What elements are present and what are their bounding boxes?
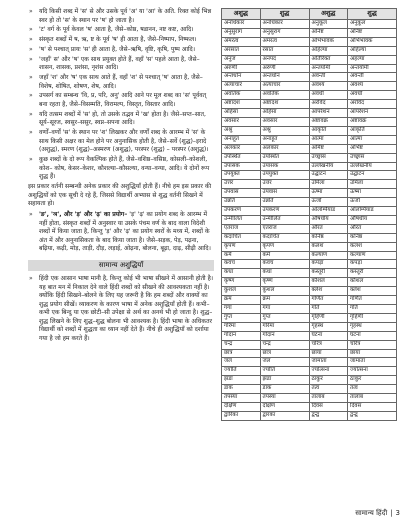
bullet-icon: » xyxy=(29,55,33,63)
bullet-icon: » xyxy=(29,156,33,164)
table-cell: कलश xyxy=(309,242,348,251)
table-cell: गृहिणी xyxy=(348,313,397,322)
table-cell: ठाकुर xyxy=(309,376,348,385)
page-number: 3 xyxy=(395,509,400,517)
table-cell: उद्घाटन xyxy=(309,171,348,180)
table-cell: कनिष्ठ xyxy=(348,233,397,242)
table-cell: जल xyxy=(222,358,261,367)
table-cell: ओलम्पियाड xyxy=(348,207,397,216)
bullet-icon: » xyxy=(29,129,33,137)
table-cell: झंडा xyxy=(222,376,261,385)
table-cell: कस्तूरी xyxy=(348,269,397,278)
table-cell: अन्तर्यामी xyxy=(309,64,348,73)
table-cell: अनिष्ट xyxy=(309,28,348,37)
table-body xyxy=(222,20,397,421)
table-cell: अत्याचार xyxy=(260,82,309,91)
table-row xyxy=(222,46,397,55)
table-cell: अलंकार xyxy=(222,144,261,153)
table-cell: उपस्थित xyxy=(222,153,261,162)
table-cell: अन्तर्धान xyxy=(222,73,261,82)
table-cell: उन्नति xyxy=(222,198,261,207)
table-cell: जामाता xyxy=(309,358,348,367)
table-row xyxy=(222,126,397,135)
table-cell: क्लेश xyxy=(309,287,348,296)
table-cell: क्लेश xyxy=(348,287,397,296)
table-cell: अश्रु xyxy=(222,126,261,135)
table-row xyxy=(222,305,397,314)
rules-list xyxy=(28,8,214,182)
list-item xyxy=(28,129,214,155)
table-header-row xyxy=(222,9,397,20)
table-cell: ऊष्मा xyxy=(309,189,348,198)
table-row xyxy=(222,260,397,269)
table-cell: गति xyxy=(309,305,348,314)
table-cell: तालाब xyxy=(348,394,397,403)
word-table xyxy=(221,8,397,421)
table-cell: छाया xyxy=(348,349,397,358)
table-cell: तपस्या xyxy=(222,394,261,403)
table-cell: तत्व xyxy=(309,385,348,394)
table-cell: दक्षिण xyxy=(222,402,261,411)
table-cell: ऊर्जा xyxy=(348,198,397,207)
table-cell: उपवास xyxy=(222,189,261,198)
table-cell: उपयुक्त xyxy=(260,171,309,180)
table-cell: क्रम xyxy=(260,296,309,305)
table-row xyxy=(222,322,397,331)
list-item xyxy=(28,26,214,35)
table-cell: कनिष्ठ xyxy=(309,233,348,242)
table-cell: ऊष्मा xyxy=(348,189,397,198)
column-header: शुद्ध xyxy=(260,9,309,20)
table-cell: अश्रु xyxy=(260,126,309,135)
table-row xyxy=(222,296,397,305)
rule-heading: 'ङ', 'ञ', और 'ड़' और 'ढ़' का प्रयोग– xyxy=(39,210,128,218)
table-cell: कौशल xyxy=(309,278,348,287)
table-cell: अनुज xyxy=(222,55,261,64)
table-cell: उच्छ्वास xyxy=(309,153,348,162)
table-cell: अहल्या xyxy=(348,55,397,64)
table-cell: कस्तूरी xyxy=(309,269,348,278)
table-row xyxy=(222,411,397,420)
table-cell: अहिंसा xyxy=(260,109,309,118)
rule-text: वर्णों–वर्णों 'स' के स्थान पर 'श' लिखकर और वर्णों शब्द के आरम्भ में 'स' के साथ किसी अक्षर का मेल होने पर अनुनासिक होती है, जैसे–सर्वे (शुद्ध)–इरादे (अशुद्ध), स्मरण (शुद्ध)–अस्मरण (अशुद्ध), परस्पर (शुद्ध) – परस्पर (अशुद्ध)। xyxy=(39,129,209,154)
table-cell: कुशल xyxy=(222,287,261,296)
table-cell: तालाब xyxy=(309,394,348,403)
table-cell: उपस्थित xyxy=(260,153,309,162)
list-item xyxy=(28,211,214,254)
table-cell: अरसात xyxy=(222,46,261,55)
table-cell: कर्म xyxy=(260,251,309,260)
table-row xyxy=(222,313,397,322)
table-cell: कर्म xyxy=(222,251,261,260)
table-cell: क्रम xyxy=(222,296,261,305)
table-cell: जल xyxy=(260,358,309,367)
list-item xyxy=(28,156,214,182)
table-cell: उर्मिला xyxy=(348,180,397,189)
table-cell: अरविंद xyxy=(348,100,397,109)
table-cell: अनिष्ट xyxy=(348,28,397,37)
table-cell: अहिल्या xyxy=(348,46,397,55)
table-cell: ज्योति xyxy=(222,367,261,376)
table-row xyxy=(222,153,397,162)
table-cell: औरत xyxy=(309,224,348,233)
table-row xyxy=(222,144,397,153)
table-cell: कुशल xyxy=(260,287,309,296)
table-row xyxy=(222,385,397,394)
table-row xyxy=(222,162,397,171)
table-cell: उपयुक्त xyxy=(222,171,261,180)
table-row xyxy=(222,189,397,198)
table-cell: अरुणी xyxy=(260,64,309,73)
footer-separator: | xyxy=(390,509,393,517)
table-cell: गृहिणी xyxy=(309,313,348,322)
table-cell: अनधिकार xyxy=(222,20,261,29)
bullet-icon: » xyxy=(29,110,33,118)
bullet-icon: » xyxy=(29,8,33,15)
table-row xyxy=(222,278,397,287)
table-cell: गुप्त xyxy=(222,313,261,322)
table-cell: कपड़ा xyxy=(309,260,348,269)
table-cell: आत्मा xyxy=(348,135,397,144)
rule-text: 'ट' वर्ग के पूर्व केवल 'ष' आता है, जैसे–कोष्ठ, षडानन, नष्ट कष्ट, आदि। xyxy=(39,26,194,34)
list-item xyxy=(28,92,214,109)
table-cell: कल्याण xyxy=(348,251,397,260)
table-cell: डाक xyxy=(260,385,309,394)
table-cell: अहिंसा xyxy=(222,109,261,118)
table-cell: छात्र xyxy=(222,349,261,358)
table-cell: ओलम्पियाड xyxy=(309,207,348,216)
table-cell: अवंतिक xyxy=(260,91,309,100)
table-cell: झंडा xyxy=(260,376,309,385)
table-cell: डाक xyxy=(222,385,261,394)
table-cell: अवश्य xyxy=(348,82,397,91)
list-item xyxy=(28,74,214,91)
table-cell: अवसार xyxy=(260,117,309,126)
table-cell: अनुकूल xyxy=(309,20,348,29)
table-cell: अतिरिक्त xyxy=(309,55,348,64)
list-item xyxy=(28,36,214,45)
rule-text: संस्कृत शब्दों में ष, ऋ, ष्ट के पूर्व 'ष' ही आता है, जैसे–निष्पाप, निष्फल। xyxy=(39,36,197,44)
table-cell: अनपद xyxy=(260,55,309,64)
table-cell: ज्योत्सना xyxy=(309,367,348,376)
table-cell: गणित xyxy=(348,296,397,305)
table-cell: आपरेशन xyxy=(309,109,348,118)
table-row xyxy=(222,82,397,91)
table-cell: गरिमा xyxy=(222,322,261,331)
table-cell: अनाहूत xyxy=(260,135,309,144)
table-row xyxy=(222,117,397,126)
table-cell: अवन्ती xyxy=(348,73,397,82)
table-row xyxy=(222,207,397,216)
table-row xyxy=(222,91,397,100)
table-cell: अन्तर्धान xyxy=(260,73,309,82)
table-cell: अरविंद xyxy=(309,100,348,109)
table-row xyxy=(222,402,397,411)
rule-text: कुछ शब्दों के दो रूप वैकल्पिक होते हैं, जैसे–वशिष्ठ–वसिष्ठ, कोसली–कोशली, कोश– कोष, केसर–केशर, कौशल्या–कौसल्या, वन्या–वन्या, आदि। ये दोनों रूप शुद्ध हैं। xyxy=(39,156,210,181)
table-cell: उपकरण xyxy=(222,207,261,216)
table-cell: अमरत्व xyxy=(222,37,261,46)
table-cell: आकृति xyxy=(309,126,348,135)
list-item xyxy=(28,111,214,128)
table-cell: अनुकूल xyxy=(348,20,397,29)
table-cell: कृपण xyxy=(260,242,309,251)
table-cell: द्वन्द्व xyxy=(348,411,397,420)
table-cell: उत्तर xyxy=(260,180,309,189)
table-cell: अवधी xyxy=(309,91,348,100)
table-cell: अभिष्ट xyxy=(348,144,397,153)
table-cell: आत्मा xyxy=(309,135,348,144)
table-cell: अष्टावक्र xyxy=(309,117,348,126)
table-cell: उल्लेखनीय xyxy=(348,162,397,171)
table-cell: चरित्र xyxy=(348,340,397,349)
table-cell: अभिभावक xyxy=(348,37,397,46)
rule-text: यदि तत्सम शब्दों में 'स' हो, तो उसके तद्भव में 'ख' होता है। जैसे–सप्त–सात, सूर्य–सूरज, स्वसुर–ससुर, स्वप्न–सपना आदि। xyxy=(39,110,206,127)
rule-text: 'ष' से पश्चात् प्रायः 'स' ही आता है, जैसे–ऋषि, वृष्टि, कृषि, पुष्प आदि। xyxy=(39,45,196,53)
table-cell: कपड़ा xyxy=(348,260,397,269)
page-footer xyxy=(355,509,400,518)
table-cell: कवच xyxy=(222,260,261,269)
table-cell: रसात xyxy=(260,46,309,55)
table-row xyxy=(222,394,397,403)
intro-paragraph: इस प्रकार वर्तनी सम्बन्धी अनेक प्रकार की अशुद्धियाँ होती हैं। नीचे हम इस प्रकार की अशुद्धियों को एक सूची दे रहे हैं, जिससे विद्यार्थी अभ्यास से शुद्ध वर्तनी सिखने में सहायता हो। xyxy=(28,183,212,208)
table-cell: चन्द्र xyxy=(260,340,309,349)
table-cell: कलश xyxy=(348,242,397,251)
table-row xyxy=(222,349,397,358)
bullet-icon: » xyxy=(29,92,33,100)
table-cell: गृहस्थ xyxy=(348,322,397,331)
table-cell: चन्द्र xyxy=(222,340,261,349)
table-cell: अष्टादश xyxy=(222,100,261,109)
table-row xyxy=(222,269,397,278)
table-cell: कृष्ण xyxy=(260,278,309,287)
footer-subject: सामान्य हिंदी xyxy=(355,509,388,517)
table-cell: अत्याचार xyxy=(222,82,261,91)
table-cell: अभिभावक xyxy=(309,37,348,46)
table-cell: कृष्ण xyxy=(222,278,261,287)
table-cell: गोदान xyxy=(260,331,309,340)
table-cell: उर्मिला xyxy=(309,180,348,189)
table-row xyxy=(222,28,397,37)
table-row xyxy=(222,100,397,109)
table-row xyxy=(222,55,397,64)
table-cell: ज्योति xyxy=(260,367,309,376)
table-cell: अनुसुराग xyxy=(260,28,309,37)
table-cell: गृहस्थ xyxy=(309,322,348,331)
table-cell: गोदान xyxy=(222,331,261,340)
table-cell: द्वन्द्व xyxy=(309,411,348,420)
rule-text: यदि किसी शब्द में 'स' से और उसके पूर्व 'अ' या 'आ' के अति. रिक्त कोई भिन्न स्वर हो तो 'स' के स्थान पर 'ष' हो जाता है। xyxy=(39,8,212,24)
table-cell: अमरत्व xyxy=(260,37,309,46)
table-cell: तत्व xyxy=(348,385,397,394)
table-cell: गंगा xyxy=(222,305,261,314)
table-cell: कौशल xyxy=(348,278,397,287)
table-row xyxy=(222,64,397,73)
table-cell: अलंकार xyxy=(260,144,309,153)
rule-text: 'जहाँ' स' और 'ष' एक साथ प्रयुक्त होते हैं, वहाँ 'स' पहले आता है, जैसे–शासन, शासक, प्रशंसा, नृशंस आदि। xyxy=(39,55,200,72)
table-cell: अष्टावक्र xyxy=(348,117,397,126)
table-cell: आपरेशन xyxy=(348,109,397,118)
table-row xyxy=(222,251,397,260)
table-cell: औरत xyxy=(348,224,397,233)
table-row xyxy=(222,242,397,251)
table-cell: उन्नति xyxy=(260,198,309,207)
table-row xyxy=(222,135,397,144)
table-cell: गरिमा xyxy=(260,322,309,331)
table-cell: उच्छ्वास xyxy=(348,153,397,162)
table-cell: उपवास xyxy=(260,189,309,198)
table-cell: अरुणी xyxy=(222,64,261,73)
table-cell: कवच xyxy=(260,260,309,269)
table-row xyxy=(222,20,397,29)
list-item xyxy=(28,8,214,25)
column-header: अशुद्ध xyxy=(222,9,261,20)
table-cell: जामाता xyxy=(348,358,397,367)
table-cell: अष्टादश xyxy=(260,100,309,109)
bullet-icon: » xyxy=(29,274,33,282)
table-row xyxy=(222,358,397,367)
left-column xyxy=(28,8,214,345)
table-row xyxy=(222,367,397,376)
table-cell: कदाचित xyxy=(260,233,309,242)
table-cell: अवश्य xyxy=(309,82,348,91)
table-cell: घटना xyxy=(309,331,348,340)
table-cell: गुप्त xyxy=(260,313,309,322)
table-row xyxy=(222,287,397,296)
table-row xyxy=(222,171,397,180)
section-heading: सामान्य अशुद्धियाँ xyxy=(28,260,214,271)
table-row xyxy=(222,331,397,340)
table-cell: अमिष्ट xyxy=(309,144,348,153)
list-item xyxy=(28,275,214,344)
table-cell: ठाकुर xyxy=(348,376,397,385)
bullet-icon: » xyxy=(29,45,33,53)
table-cell: कंधा xyxy=(260,269,309,278)
table-cell: अनुसुराग xyxy=(222,28,261,37)
table-cell: गंगा xyxy=(260,305,309,314)
table-cell: अनधिकार xyxy=(260,20,309,29)
table-row xyxy=(222,180,397,189)
table-cell: एतराज xyxy=(222,224,261,233)
table-cell: ऊर्जा xyxy=(309,198,348,207)
rule-text: 'ड़' 'ढ़' का प्रयोग शब्द के आरम्भ में नहीं होता, संस्कृत शब्दों में अनुस्वार या उसके पंचम वर्ण के बाद वाला विदेशी शब्दों में किया जाता है, किन्तु 'ड़' और 'ढ़' का प्रयोग स्वरों के मध्य में, शब्दों के अंत में और अनुनासिकता के बाद किया जाता है। जैसे–सड़क, पेड़, पढ़ना, बढ़िया, कढ़ी, मोड़, ताड़ी, दौड़, लड़ाई, ओढ़ना, बोलना, बूढ़ा, दाढ़, सीढ़ी आदि। xyxy=(39,210,211,253)
table-cell: कंधा xyxy=(222,269,261,278)
table-cell: उन्मीलित xyxy=(260,215,309,224)
bullet-icon: » xyxy=(29,74,33,82)
table-cell: उन्मीलित xyxy=(222,215,261,224)
table-cell: अहिल्या xyxy=(309,46,348,55)
table-cell: द्वारिका xyxy=(222,411,261,420)
table-row xyxy=(222,198,397,207)
table-cell: ज्योत्सना xyxy=(348,367,397,376)
table-cell: कदाचित xyxy=(222,233,261,242)
table-cell: दिवस xyxy=(309,402,348,411)
table-cell: द्वारका xyxy=(260,411,309,420)
table-cell: छाया xyxy=(309,349,348,358)
list-item xyxy=(28,56,214,73)
table-cell: अवधी xyxy=(348,91,397,100)
errors-list xyxy=(28,275,214,344)
table-row xyxy=(222,376,397,385)
table-cell: घटना xyxy=(348,331,397,340)
table-cell: गति xyxy=(348,305,397,314)
table-cell: कल्याण xyxy=(309,251,348,260)
table-cell: गणित xyxy=(309,296,348,305)
table-cell: उत्तर xyxy=(222,180,261,189)
table-cell: कृपण xyxy=(222,242,261,251)
table-row xyxy=(222,340,397,349)
table-row xyxy=(222,215,397,224)
table-cell: अनाहूत xyxy=(222,135,261,144)
table-cell: उपासक xyxy=(222,162,261,171)
table-row xyxy=(222,37,397,46)
column-header: शुद्ध xyxy=(348,9,397,20)
table-cell: उद्घाटन xyxy=(348,171,397,180)
bullet-icon: » xyxy=(29,36,33,44)
table-cell: उल्लेखनीय xyxy=(309,162,348,171)
table-cell: दिवस xyxy=(348,402,397,411)
rule-text: जहाँ 'श' और 'ष' एक साथ आते हैं, वहाँ 'श' से पश्चात् 'ष' आता है, जैसे–विशेष, शोषित, शोषण, शेष, आदि। xyxy=(39,74,203,90)
table-cell: दक्षिण xyxy=(260,402,309,411)
table-cell: चरित्र xyxy=(309,340,348,349)
list-item xyxy=(28,46,214,55)
table-cell: उपकरण xyxy=(260,207,309,216)
table-cell: तपस्या xyxy=(260,394,309,403)
table-cell: अन्तर्यामी xyxy=(348,64,397,73)
table-row xyxy=(222,233,397,242)
table-cell: औषधीय xyxy=(348,215,397,224)
bullet-icon: » xyxy=(29,26,33,34)
column-header: अशुद्ध xyxy=(309,9,348,20)
table-cell: छात्र xyxy=(260,349,309,358)
table-row xyxy=(222,109,397,118)
table-cell: औषधीय xyxy=(309,215,348,224)
table-cell: उपासक xyxy=(260,162,309,171)
rule-text: उपसर्ग का सम्बन्ध 'वि, प्र, परि, अनु' आदि आने पर मूल शब्द का 'स' पूर्ववत् बना रहता है, जैसे–विसम्मति, विरामल्प, विस्तृत, विस्तार आदि। xyxy=(39,92,207,109)
table-cell: एतराज xyxy=(260,224,309,233)
rule-text: हिंदी एक आसान भाषा मानी है, किन्तु कोई भी भाषा सीखने में आसानी होती है। यह बात मन में निकाल देने वाले हिंदी शब्दों को सीखने की आवश्यकता नहीं है। क्योंकि हिंदी सिखने–बोलने के लिए यह जरूरी है कि हम शब्दों और वाक्यों का शुद्ध प्रयोग सीखें। व्याकरण के कारण भाषा में अनेक अशुद्धियाँ होती हैं। कभी–कभी एक बिन्दु या एक छोटी–सी उपेक्षा से अर्थ का अनर्थ भी हो जाता है। शुद्ध–शुद्ध लिखने के लिए शुद्ध–शुद्ध बोलना भी आवश्यक है। हिंदी भाषा के अधिकतर विद्यार्थी को शब्दों में शुद्धता का ध्यान नहीं देते हैं। नीचे ही अशुद्धियाँ को दर्शाया गया है जो हम करते हैं। xyxy=(39,274,214,343)
table-cell: अवन्ती xyxy=(309,73,348,82)
table-cell: अवसार xyxy=(222,117,261,126)
bullet-icon: » xyxy=(29,210,33,218)
right-column xyxy=(221,8,397,421)
table-cell: अवंतिक xyxy=(222,91,261,100)
table-row xyxy=(222,73,397,82)
table-row xyxy=(222,224,397,233)
table-cell: आकृति xyxy=(348,126,397,135)
